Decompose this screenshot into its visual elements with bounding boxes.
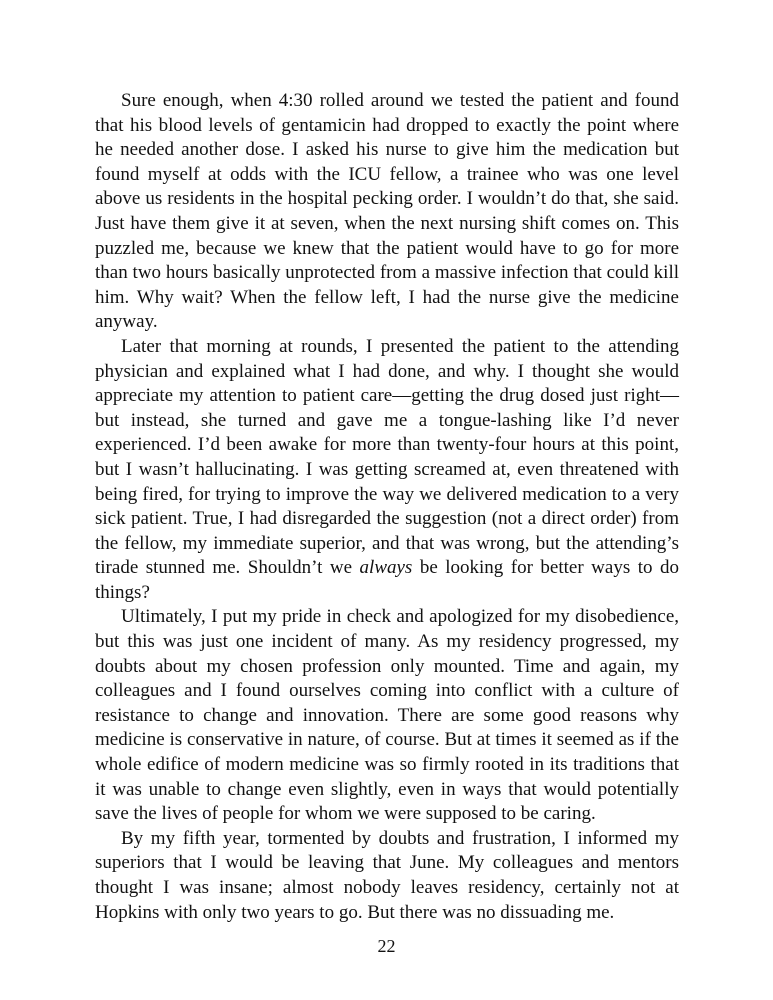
paragraph-1: Sure enough, when 4:30 rolled around we tested the patient and found that his blood levels of gentamicin had dropped to exactly the point where he needed another dose. I asked his nurse to give him the medication but found myself at odds with the ICU fellow, a trainee who was one level above us residents in the hospital pecking order. I wouldn’t do that, she said. Just have them give it at seven, when the next nursing shift comes on. This puzzled me, because we knew that the patient would have to go for more than two hours basically unprotected from a massive infection that could kill him. Why wait? When the fellow left, I had the nurse give the medicine anyway. xyxy=(95,90,679,333)
paragraph-2-post: be looking for better ways to do things? xyxy=(95,557,679,603)
page-number: 22 xyxy=(377,936,396,956)
paragraph-4: By my fifth year, tormented by doubts and frustration, I informed my superiors that I would be leaving that June. My colleagues and mentors thought I was insane; almost nobody leaves residency, certainly not at Hopkins with only two years to go. But there was no dissuading me. xyxy=(95,827,679,923)
paragraph-2 xyxy=(95,335,679,606)
paragraph-2-pre: Later that morning at rounds, I presented the patient to the attending physician and explained what I had done, and why. I thought she would appreciate my attention to patient care—getting the drug dosed just right—but instead, she turned and gave me a tongue-lashing like I’d never experienced. I’d been awake for more than twenty-four hours at this point, but I wasn’t hallucinating. I was getting screamed at, even threatened with being fired, for trying to improve the way we delivered medication to a very sick patient. True, I had disregarded the suggestion (not a direct order) from the fellow, my immediate superior, and that was wrong, but the attending’s tirade stunned me. Shouldn’t we xyxy=(95,335,679,579)
paragraph-2-italic-word: always xyxy=(359,557,413,579)
body-text xyxy=(95,89,679,925)
paragraph-3: Ultimately, I put my pride in check and apologized for my disobedience, but this was just one incident of many. As my residency progressed, my doubts about my chosen profession only mounted. Time and again, my colleagues and I found ourselves coming into conflict with a culture of resistance to change and innovation. There are some good reasons why medicine is conservative in nature, of course. But at times it seemed as if the whole edifice of modern medicine was so firmly rooted in its traditions that it was unable to change even slightly, even in ways that would potentially save the lives of people for whom we were supposed to be caring. xyxy=(95,606,679,825)
